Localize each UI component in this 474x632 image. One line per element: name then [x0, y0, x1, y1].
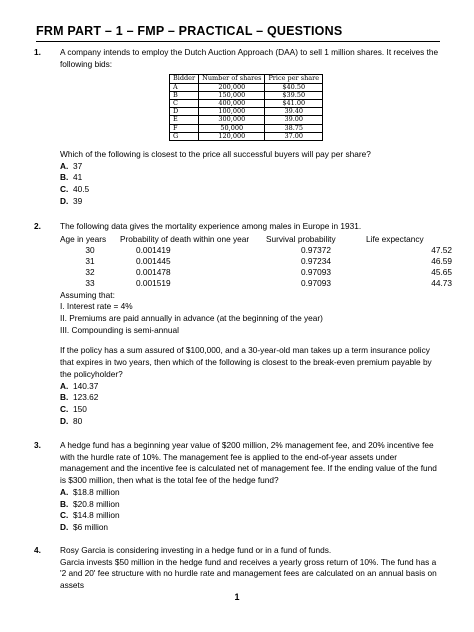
- table-header: Price per share: [265, 75, 323, 83]
- question-2: [34, 221, 452, 427]
- table-header: Bidder: [170, 75, 199, 83]
- table-cell: 0.001419: [136, 244, 171, 255]
- table-cell: 0.001445: [136, 256, 171, 267]
- table-header: Probability of death within one year: [120, 233, 250, 244]
- answer-option: [60, 196, 444, 208]
- option-text: $20.8 million: [73, 498, 120, 509]
- table-row: [60, 256, 452, 267]
- table-cell: F: [170, 124, 199, 132]
- answer-option: [60, 381, 444, 393]
- question-3: [34, 440, 444, 534]
- option-letter: C.: [60, 403, 69, 414]
- option-letter: C.: [60, 510, 69, 521]
- option-text: 37: [73, 160, 83, 171]
- table-cell: B: [170, 91, 199, 99]
- question-text: A hedge fund has a beginning year value of $200 million, 2% management fee, and 20% incentive fee with the hurdle rate of 10%. The management fee is applied to the end-of-year assets under management and the incentive fee is calculated net of management fee. If the ending value of the fund is $300 million, then what is the total fee of the hedge fund?: [60, 440, 437, 486]
- question-number: 1.: [34, 47, 41, 57]
- option-text: 150: [73, 403, 87, 414]
- question-text: Rosy Garcia is considering investing in a hedge fund or in a fund of funds.: [60, 545, 332, 555]
- option-text: 140.37: [73, 380, 99, 391]
- table-cell: $39.50: [265, 91, 323, 99]
- table-row: [170, 116, 323, 124]
- table-cell: A: [170, 83, 199, 91]
- table-cell: 0.97234: [301, 256, 331, 267]
- table-cell: 300,000: [199, 116, 265, 124]
- table-cell: 200,000: [199, 83, 265, 91]
- table-header: Survival probability: [266, 233, 336, 244]
- question-prompt: Which of the following is closest to the price all successful buyers will pay per share?: [60, 149, 371, 160]
- table-cell: 0.001478: [136, 267, 171, 278]
- question-4: [34, 545, 444, 592]
- answer-option: [60, 392, 444, 404]
- answer-option: [60, 499, 444, 511]
- table-cell: $40.50: [265, 83, 323, 91]
- table-cell: 0.001519: [136, 278, 171, 289]
- option-letter: B.: [60, 392, 69, 403]
- answer-option: [60, 487, 444, 499]
- answer-option: [60, 404, 444, 416]
- table-cell: 45.65: [431, 267, 452, 278]
- option-letter: A.: [60, 160, 69, 171]
- option-letter: B.: [60, 498, 69, 509]
- answer-option: [60, 172, 444, 184]
- answer-option: [60, 416, 444, 428]
- table-cell: 0.97093: [301, 278, 331, 289]
- assumption-item: I. Interest rate = 4%: [60, 301, 133, 312]
- option-letter: D.: [60, 195, 69, 206]
- answer-option: [60, 161, 444, 173]
- option-text: 123.62: [73, 392, 99, 403]
- option-text: 40.5: [73, 184, 90, 195]
- table-cell: 400,000: [199, 100, 265, 108]
- option-text: $6 million: [73, 521, 109, 532]
- table-cell: 39.40: [265, 108, 323, 116]
- bids-table: [169, 74, 323, 141]
- table-row: [60, 278, 452, 289]
- question-prompt: If the policy has a sum assured of $100,000, and a 30-year-old man takes up a term insurance policy that expires in two years, then which of the following is closest to the break-even premium payable by the policyholder?: [60, 345, 432, 379]
- table-cell: 31: [85, 256, 95, 267]
- question-text: The following data gives the mortality experience among males in Europe in 1931.: [60, 221, 362, 231]
- option-text: 39: [73, 195, 83, 206]
- option-text: $18.8 million: [73, 486, 120, 497]
- question-number: 4.: [34, 545, 41, 555]
- answer-option: [60, 510, 444, 522]
- question-number: 3.: [34, 440, 41, 450]
- table-row: [60, 267, 452, 278]
- table-cell: $41.00: [265, 100, 323, 108]
- question-text: A company intends to employ the Dutch Auction Approach (DAA) to sell 1 million shares. It receives the following bids:: [60, 47, 439, 69]
- option-text: $14.8 million: [73, 510, 120, 521]
- page-number: 1: [234, 592, 240, 602]
- table-cell: 38.75: [265, 124, 323, 132]
- option-letter: B.: [60, 172, 69, 183]
- option-text: 80: [73, 415, 83, 426]
- page-title: FRM PART – 1 – FMP – PRACTICAL – QUESTIONS: [36, 24, 440, 42]
- question-text: Garcia invests $50 million in the hedge fund and receives a yearly gross return of 10%. The fund has a '2 and 20' fee structure with no hurdle rate and management fees are calculated on an annual basis on assets: [60, 556, 437, 591]
- answer-option: [60, 522, 444, 534]
- question-1: [34, 47, 444, 208]
- table-header: Number of shares: [199, 75, 265, 83]
- table-cell: E: [170, 116, 199, 124]
- table-cell: 47.52: [431, 244, 452, 255]
- question-number: 2.: [34, 221, 41, 231]
- table-cell: 100,000: [199, 108, 265, 116]
- table-cell: 150,000: [199, 91, 265, 99]
- table-cell: 0.97093: [301, 267, 331, 278]
- answer-option: [60, 184, 444, 196]
- table-cell: 30: [85, 244, 95, 255]
- option-letter: D.: [60, 521, 69, 532]
- assumption-item: II. Premiums are paid annually in advance (at the beginning of the year): [60, 313, 323, 324]
- table-cell: 50,000: [199, 124, 265, 132]
- mortality-table: [60, 234, 452, 290]
- table-row: [170, 132, 323, 140]
- assumptions-heading: Assuming that:: [60, 289, 115, 300]
- table-cell: G: [170, 132, 199, 140]
- option-text: 41: [73, 172, 83, 183]
- option-letter: A.: [60, 380, 69, 391]
- table-cell: 46.59: [431, 256, 452, 267]
- table-cell: 33: [85, 278, 95, 289]
- table-cell: C: [170, 100, 199, 108]
- table-cell: 32: [85, 267, 95, 278]
- option-letter: C.: [60, 184, 69, 195]
- table-header: Life expectancy: [366, 233, 424, 244]
- option-letter: D.: [60, 415, 69, 426]
- table-row: [60, 245, 452, 256]
- table-cell: 44.73: [431, 278, 452, 289]
- table-header-row: [170, 75, 323, 83]
- option-letter: A.: [60, 486, 69, 497]
- table-cell: 120,000: [199, 132, 265, 140]
- assumption-item: III. Compounding is semi-annual: [60, 324, 179, 335]
- table-cell: 37.00: [265, 132, 323, 140]
- table-cell: 39.00: [265, 116, 323, 124]
- table-cell: 0.97372: [301, 244, 331, 255]
- table-header: Age in years: [60, 233, 107, 244]
- table-header-row: [60, 234, 452, 245]
- table-cell: D: [170, 108, 199, 116]
